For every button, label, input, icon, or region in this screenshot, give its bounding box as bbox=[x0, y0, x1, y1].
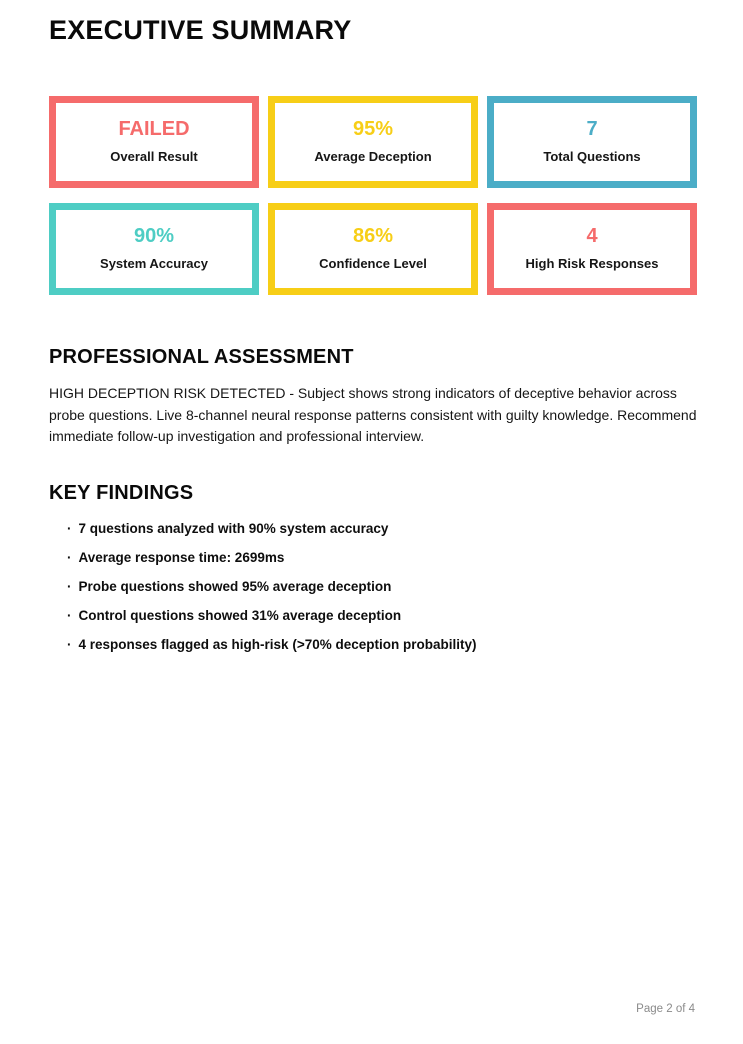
stat-card-system-accuracy bbox=[49, 203, 259, 295]
stat-value: 4 bbox=[586, 225, 598, 247]
stat-card-overall-result bbox=[49, 96, 259, 188]
stat-label: System Accuracy bbox=[100, 256, 208, 271]
stat-value: 7 bbox=[586, 118, 598, 140]
stat-label: Average Deception bbox=[314, 149, 432, 164]
finding-text: Probe questions showed 95% average deception bbox=[78, 578, 392, 594]
assessment-paragraph: HIGH DECEPTION RISK DETECTED - Subject shows strong indicators of deceptive behavior across probe questions. Live 8-channel neural response patterns consistent with guilty knowledge. Recommend immediate follow-up investigation and professional interview. bbox=[49, 385, 697, 444]
report-page bbox=[49, 0, 697, 667]
page-title: EXECUTIVE SUMMARY bbox=[49, 15, 352, 45]
bullet-marker: · bbox=[67, 549, 72, 565]
stat-value: 90% bbox=[133, 225, 175, 247]
finding-item bbox=[67, 638, 697, 652]
stat-card-high-risk-responses bbox=[487, 203, 697, 295]
stat-label: Total Questions bbox=[543, 149, 641, 164]
stat-card-average-deception bbox=[268, 96, 478, 188]
section-key-findings bbox=[49, 481, 697, 652]
bullet-marker: · bbox=[67, 520, 72, 536]
stat-value: 95% bbox=[352, 118, 394, 140]
finding-text: Average response time: 2699ms bbox=[78, 549, 285, 565]
finding-text: 4 responses flagged as high-risk (>70% deception probability) bbox=[78, 636, 477, 652]
stat-value: FAILED bbox=[118, 118, 190, 140]
stat-label: Confidence Level bbox=[319, 256, 427, 271]
section-heading-key-findings: KEY FINDINGS bbox=[49, 481, 194, 504]
bullet-marker: · bbox=[67, 607, 72, 623]
section-heading-professional-assessment: PROFESSIONAL ASSESSMENT bbox=[49, 346, 354, 368]
section-professional-assessment bbox=[49, 345, 697, 448]
stat-value: 86% bbox=[352, 225, 394, 247]
bullet-marker: · bbox=[67, 636, 72, 652]
finding-text: 7 questions analyzed with 90% system accuracy bbox=[78, 520, 389, 536]
stat-label: High Risk Responses bbox=[525, 256, 659, 271]
finding-item bbox=[67, 580, 697, 594]
stat-card-grid bbox=[49, 96, 697, 295]
bullet-marker: · bbox=[67, 578, 72, 594]
stat-label: Overall Result bbox=[110, 149, 198, 164]
finding-item bbox=[67, 551, 697, 565]
finding-item bbox=[67, 522, 697, 536]
key-findings-list bbox=[49, 522, 697, 652]
finding-text: Control questions showed 31% average deception bbox=[78, 607, 402, 623]
finding-item bbox=[67, 609, 697, 623]
stat-card-total-questions bbox=[487, 96, 697, 188]
stat-card-confidence-level bbox=[268, 203, 478, 295]
page-number: Page 2 of 4 bbox=[636, 1003, 695, 1015]
